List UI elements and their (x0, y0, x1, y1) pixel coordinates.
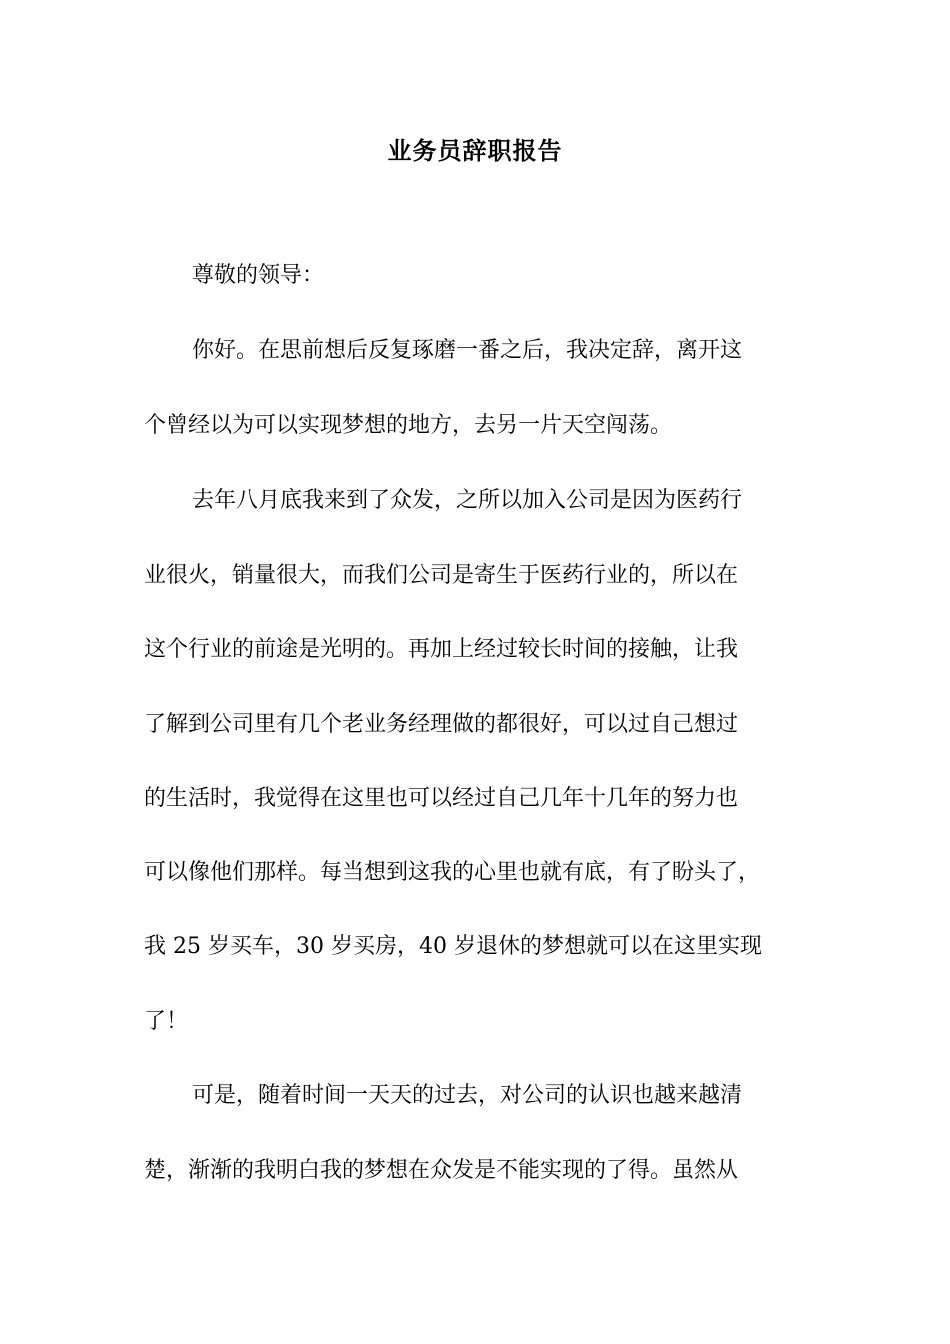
body-line: 我 25 岁买车，30 岁买房，40 岁退休的梦想就可以在这里实现 (144, 934, 762, 959)
body-line: 可以像他们那样。每当想到这我的心里也就有底，有了盼头了， (144, 860, 761, 885)
body-line: 可是，随着时间一天天的过去，对公司的认识也越来越清 (192, 1083, 743, 1108)
body-line: 了！ (144, 1009, 189, 1034)
body-line: 这个行业的前途是光明的。再加上经过较长时间的接触，让我 (144, 637, 739, 662)
salutation: 尊敬的领导： (192, 263, 325, 288)
body-line: 了解到公司里有几个老业务经理做的都很好，可以过自己想过 (144, 712, 739, 737)
document-title: 业务员辞职报告 (387, 136, 563, 165)
body-line: 你好。在思前想后反复琢磨一番之后，我决定辞，离开这 (192, 338, 743, 363)
body-line: 楚，渐渐的我明白我的梦想在众发是不能实现的了得。虽然从 (144, 1158, 739, 1183)
body-line: 去年八月底我来到了众发，之所以加入公司是因为医药行 (192, 488, 743, 513)
body-line: 个曾经以为可以实现梦想的地方，去另一片天空闯荡。 (144, 413, 673, 438)
body-line: 的生活时，我觉得在这里也可以经过自己几年十几年的努力也 (144, 786, 739, 811)
body-line: 业很火，销量很大，而我们公司是寄生于医药行业的，所以在 (144, 563, 739, 588)
